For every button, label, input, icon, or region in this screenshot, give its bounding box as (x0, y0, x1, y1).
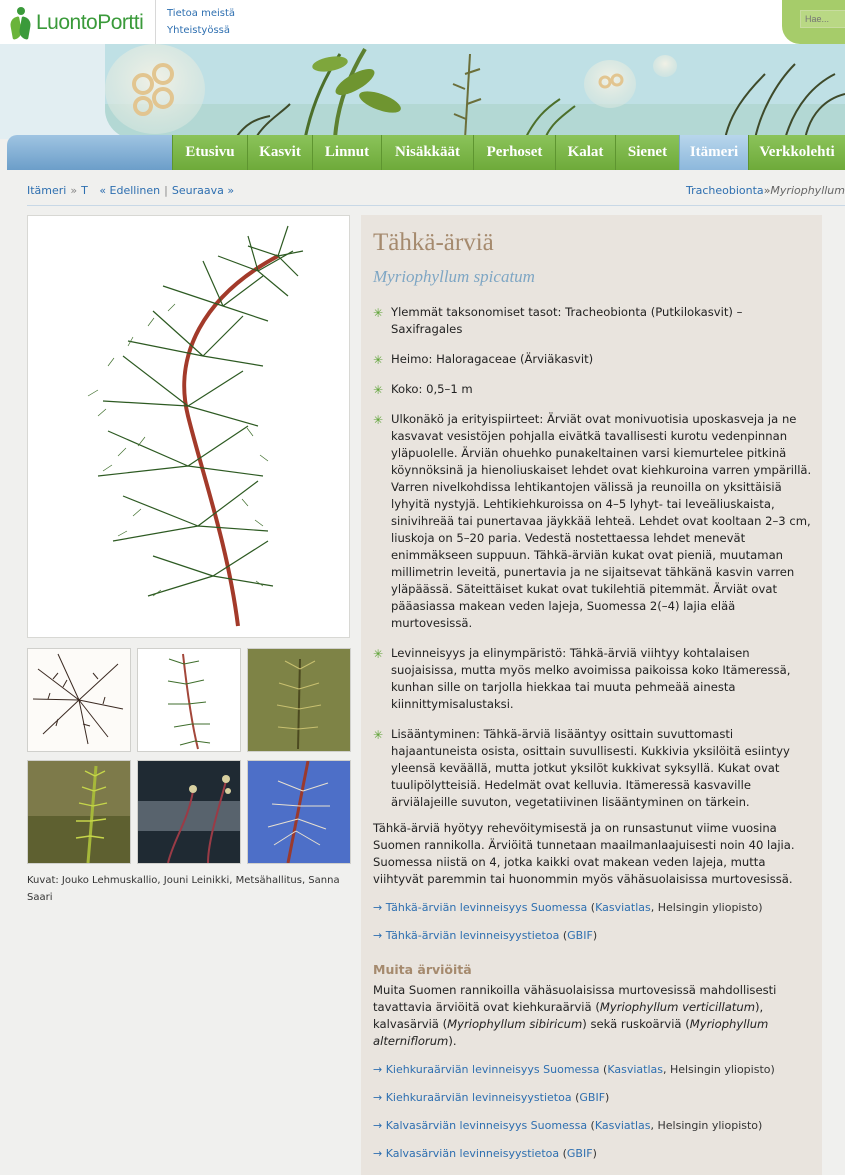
image-credits: Kuvat: Jouko Lehmuskallio, Jouni Leinikki, Metsähallitus, Sanna Saari (27, 875, 340, 903)
thumbnail-5[interactable] (137, 760, 241, 864)
star-bullet-icon: ✳ (373, 413, 384, 427)
gbif-info-link[interactable]: → Kalvasärviän levinneisyystietoa (373, 1147, 560, 1160)
nav-kasvit[interactable]: Kasvit (247, 135, 312, 170)
fact-text: Ärviät ovat monivuotisia uposkasveja ja ne kasvavat vesistöjen pohjalla eivätkä tavallisesti kurotu vedenpinnan yläpuolelle. Ärviän ohuehko punakeltainen varsi kiemurtelee pitkinä köynnöksinä ja hienoliuskaiset lehdet ovat kiehkuroina varren ympärillä. Varren nivelkohdissa lehtikantojen välissä ja reunoilla on yksittäisiä lyhyitä nystyjä. Lehtikiehkuroissa on 4–5 lyhyt- tai leveäliuskaista, sinivihreää tai punertavaa jäykkää lehteä. Lehdet ovat kooltaan 2–3 cm, liuskoja on 5–20 paria. Vedestä nostettaessa lehdet menevät enimmäkseen suppuun. Tähkä-ärviän kukat ovat pieniä, muutaman millimetrin leveitä, punertavia ja ne sijaitsevat tähkänä kasvin varren yläpäässä. Säteittäiset kukat ovat tukilehtiä pitemmät. Ärviät ovat pääasiassa makean veden lajeja, Suomessa 2(–4) lajia elää murtovesissä. (391, 412, 812, 630)
top-link-partners[interactable]: Yhteistyössä (167, 25, 231, 36)
source-link[interactable]: Kasviatlas (594, 1119, 651, 1132)
fact-label: Lisääntyminen: (391, 727, 480, 741)
breadcrumb: Itämeri » T « Edellinen | Seuraava » (27, 184, 235, 197)
main-nav (0, 133, 845, 170)
nav-nisakkaat[interactable]: Nisäkkäät (381, 135, 473, 170)
nav-etusivu[interactable]: Etusivu (172, 135, 247, 170)
top-links (167, 5, 235, 39)
source-link[interactable]: GBIF (579, 1091, 606, 1104)
logo-text: LuontoPortti (36, 11, 144, 34)
thumbnail-image (28, 761, 130, 863)
link-row: → Kalvasärviän levinneisyys Suomessa (Kasviatlas, Helsingin yliopisto) (373, 1119, 763, 1132)
taxonomy-link[interactable]: Tracheobionta (686, 184, 764, 197)
nav-itameri[interactable]: Itämeri (679, 135, 748, 170)
section-heading: Muita ärviöitä (373, 962, 472, 977)
fact-text: Tähkä-ärviä viihtyy kohtalaisen suojaisissa, mutta myös melko avoimissa paikoissa koko Itämeressä, kunhan sille on tarjolla hiekkaa tai muuta pehmeää ainesta kiinnittymisalustaksi. (391, 646, 791, 711)
next-link[interactable]: Seuraava » (171, 184, 235, 197)
fact-list (373, 304, 813, 824)
search-input[interactable] (800, 10, 845, 28)
thumbnail-image (248, 761, 350, 863)
gbif-info-link[interactable]: → Tähkä-ärviän levinneisyystietoa (373, 929, 560, 942)
source-link[interactable]: GBIF (567, 929, 593, 942)
header-banner (0, 44, 845, 139)
fact-label: Koko: (391, 382, 423, 396)
fact-label: Levinneisyys ja elinympäristö: (391, 646, 567, 660)
fact-size (373, 381, 813, 398)
thumbnail-image (138, 761, 240, 863)
star-bullet-icon: ✳ (373, 728, 384, 742)
breadcrumb-letter[interactable]: T (81, 184, 88, 197)
thumbnail-4[interactable] (27, 760, 131, 864)
fact-label: Ylemmät taksonomiset tasot: (391, 305, 562, 319)
fact-text: Tähkä-ärviä lisääntyy osittain suvuttomasti hajaantuneista osista, osittain suvullisesti. Kukkivia yksilöitä esiintyy yleensä keväällä, mutta jotkut yksilöt kukkivat syksyllä. Kukat ovat tuulipölytteisiä. Hedelmät ovat kelluvia. Itämeressä kasvaville ärviälajeille suvuton, vegetatiivinen lisääntyminen on tärkein. (391, 727, 790, 809)
thumbnail-image (28, 649, 130, 751)
divider (155, 0, 156, 44)
fact-text: Haloragaceae (Ärviäkasvit) (436, 352, 594, 366)
star-bullet-icon: ✳ (373, 353, 384, 367)
underwater-scene-image (105, 44, 845, 139)
thumbnail-3[interactable] (247, 648, 351, 752)
breadcrumb-rule (27, 205, 845, 206)
fact-reproduction (373, 726, 813, 811)
nav-sienet[interactable]: Sienet (615, 135, 679, 170)
star-bullet-icon: ✳ (373, 647, 384, 661)
main-plant-image[interactable] (27, 215, 350, 638)
fact-text: Tracheobionta (Putkilokasvit) – Saxifragales (391, 305, 743, 336)
fact-text: 0,5–1 m (426, 382, 473, 396)
plant-illustration (28, 216, 349, 637)
thumbnail-1[interactable] (27, 648, 131, 752)
nav-linnut[interactable]: Linnut (312, 135, 381, 170)
thumbnail-image (138, 649, 240, 751)
nav-verkkolehti[interactable]: Verkkolehti (748, 135, 845, 170)
link-row: → Kiehkuraärviän levinneisyys Suomessa (Kasviatlas, Helsingin yliopisto) (373, 1063, 775, 1076)
top-bar (0, 0, 845, 44)
star-bullet-icon: ✳ (373, 383, 384, 397)
taxonomy-current: Myriophyllum (770, 184, 845, 197)
prev-link[interactable]: « Edellinen (99, 184, 161, 197)
others-paragraph: Muita Suomen rannikoilla vähäsuolaisissa murtovesissä mahdollisesti tavattavia ärviöitä ovat kiehkuraärviä (Myriophyllum verticillatum), kalvasärviä (Myriophyllum sibiricum) sekä ruskoärviä (Myriophyllum alterniflorum). (373, 983, 777, 1048)
nav-left-cap (7, 135, 173, 170)
fact-label: Ulkonäkö ja erityispiirteet: (391, 412, 544, 426)
source-link[interactable]: GBIF (566, 1147, 593, 1160)
nav-items (172, 135, 845, 170)
logo-icon (8, 5, 32, 41)
site-logo[interactable] (8, 5, 143, 41)
breadcrumb-root[interactable]: Itämeri (27, 184, 67, 197)
nav-kalat[interactable]: Kalat (555, 135, 615, 170)
banner-illustration (105, 44, 845, 139)
thumbnail-image (248, 649, 350, 751)
link-row: → Tähkä-ärviän levinneisyys Suomessa (Kasviatlas, Helsingin yliopisto) (373, 901, 763, 914)
fact-appearance (373, 411, 813, 632)
source-link[interactable]: Kasviatlas (595, 901, 651, 914)
fact-taxonomy (373, 304, 813, 338)
thumbnail-6[interactable] (247, 760, 351, 864)
page-title: Tähkä-ärviä (373, 229, 494, 256)
distribution-link[interactable]: → Kalvasärviän levinneisyys Suomessa (373, 1119, 588, 1132)
taxonomy-breadcrumb: Tracheobionta»Myriophyllum (686, 184, 845, 197)
fact-distribution (373, 645, 813, 713)
link-row: → Tähkä-ärviän levinneisyystietoa (GBIF) (373, 929, 598, 942)
link-row: → Kalvasärviän levinneisyystietoa (GBIF) (373, 1147, 597, 1160)
source-link[interactable]: Kasviatlas (607, 1063, 663, 1076)
gbif-info-link[interactable]: → Kiehkuraärviän levinneisyystietoa (373, 1091, 572, 1104)
distribution-link[interactable]: → Tähkä-ärviän levinneisyys Suomessa (373, 901, 588, 914)
description-paragraph: Tähkä-ärviä hyötyy rehevöitymisestä ja on runsastunut viime vuosina Suomen rannikolla. Ärviöitä tunnetaan maailmanlaajuisesti noin 40 lajia. Suomessa niistä on 4, jotka kaikki ovat makean veden lajeja, mutta viihtyvät paremmin tai huonommin myös vähäsuolaisissa murtovesissä. (373, 821, 795, 886)
link-row: → Kiehkuraärviän levinneisyystietoa (GBIF) (373, 1091, 610, 1104)
nav-perhoset[interactable]: Perhoset (473, 135, 555, 170)
fact-family (373, 351, 813, 368)
distribution-link[interactable]: → Kiehkuraärviän levinneisyys Suomessa (373, 1063, 600, 1076)
star-bullet-icon: ✳ (373, 306, 384, 320)
top-link-about[interactable]: Tietoa meistä (167, 8, 236, 19)
scientific-name: Myriophyllum spicatum (373, 267, 535, 286)
fact-label: Heimo: (391, 352, 433, 366)
thumbnail-2[interactable] (137, 648, 241, 752)
